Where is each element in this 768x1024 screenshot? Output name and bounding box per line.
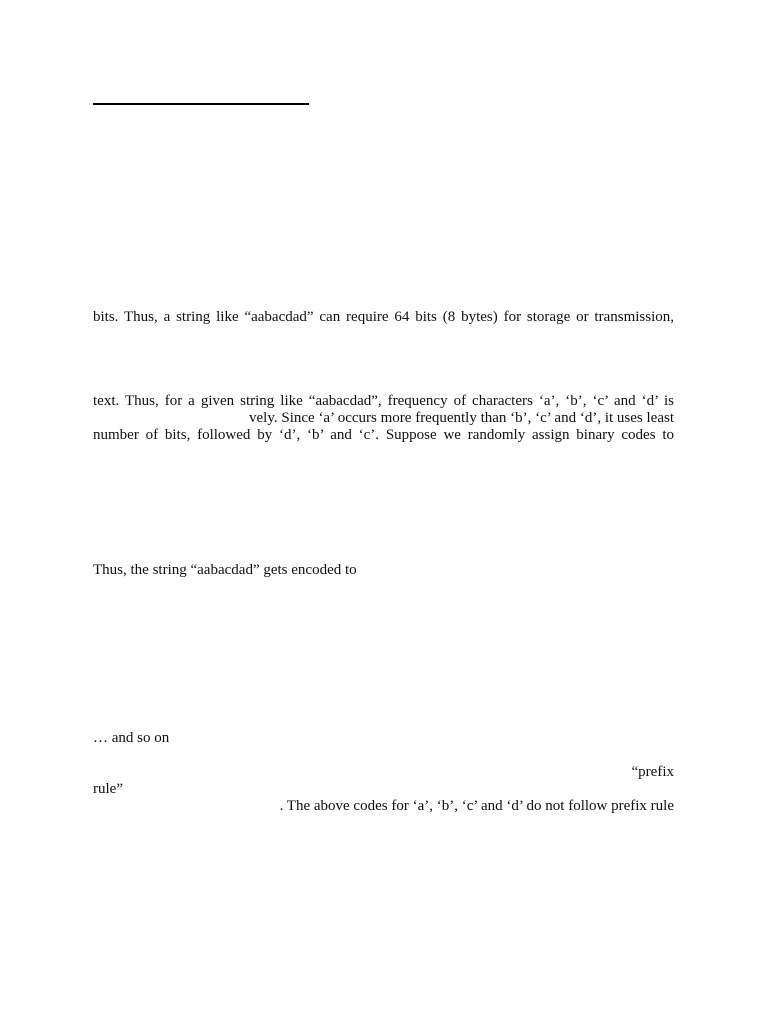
- paragraph-line-vely: vely. Since ‘a’ occurs more frequently than ‘b’, ‘c’ and ‘d’, it uses least: [249, 410, 674, 426]
- paragraph-line-encoded: Thus, the string “aabacdad” gets encoded to: [93, 562, 357, 578]
- paragraph-line-number: number of bits, followed by ‘d’, ‘b’ and ‘c’. Suppose we randomly assign binary codes to: [93, 427, 674, 443]
- prefix-fragment: “prefix: [631, 764, 674, 780]
- paragraph-line-so-on: … and so on: [93, 730, 170, 746]
- rule-fragment: rule”: [93, 781, 123, 797]
- paragraph-line-bits: bits. Thus, a string like “aabacdad” can require 64 bits (8 bytes) for storage or transmission,: [93, 309, 674, 325]
- paragraph-line-text: text. Thus, for a given string like “aabacdad”, frequency of characters ‘a’, ‘b’, ‘c’ and ‘d’ is: [93, 393, 674, 409]
- header-rule: [93, 103, 309, 105]
- paragraph-line-above-codes: . The above codes for ‘a’, ‘b’, ‘c’ and ‘d’ do not follow prefix rule: [279, 798, 674, 814]
